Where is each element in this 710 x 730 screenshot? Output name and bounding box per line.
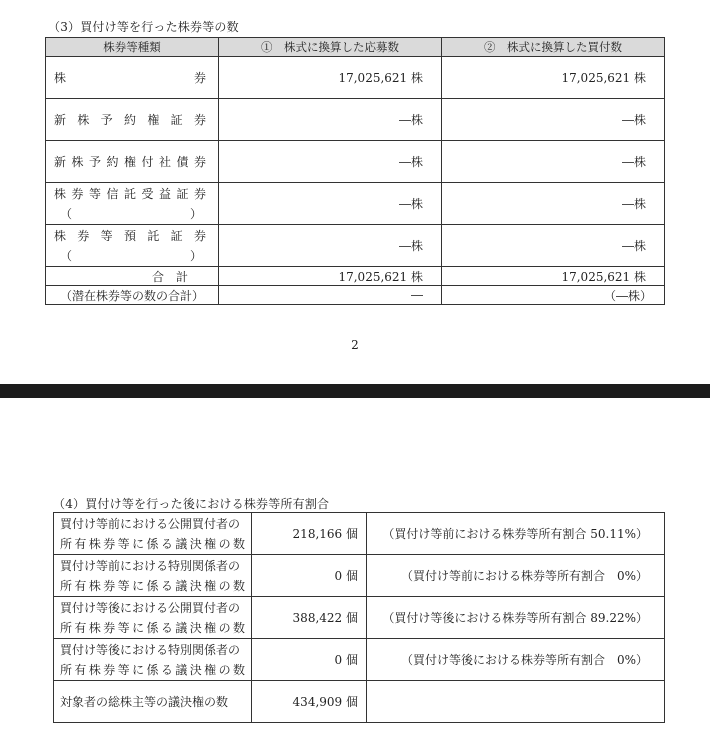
- row-label-line-2: 所有株券等に係る議決権の数: [60, 578, 245, 593]
- ownership-ratio-note: （買付け等前における株券等所有割合 50.11%）: [367, 513, 665, 555]
- header-applied: ① 株式に換算した応募数: [219, 38, 442, 57]
- applied-count: ―株: [219, 225, 442, 267]
- row-label: [46, 183, 219, 225]
- table-row: [54, 681, 665, 723]
- voting-rights-count: 0 個: [252, 555, 367, 597]
- applied-count: ―株: [219, 141, 442, 183]
- row-label: [54, 597, 252, 639]
- table-header-row: [46, 38, 665, 57]
- purchased-count: ―株: [442, 183, 665, 225]
- row-label-text: 株券等預託証券: [54, 228, 206, 243]
- paren-open: （: [60, 206, 73, 221]
- row-label: [54, 681, 252, 723]
- shares-purchased-table: [45, 37, 665, 305]
- voting-rights-count: 434,909 個: [252, 681, 367, 723]
- applied-count: 17,025,621 株: [219, 57, 442, 99]
- header-share-type: 株券等種類: [46, 38, 219, 57]
- row-label-line-2: 所有株券等に係る議決権の数: [60, 620, 245, 635]
- page-number: 2: [351, 338, 359, 352]
- section-3-heading: （3）買付け等を行った株券等の数: [48, 20, 239, 34]
- table-row: [46, 57, 665, 99]
- table-row: [46, 225, 665, 267]
- voting-rights-count: 388,422 個: [252, 597, 367, 639]
- row-label-paren: [54, 204, 206, 224]
- total-purchased: 17,025,621 株: [442, 267, 665, 286]
- ownership-ratio-note: [367, 681, 665, 723]
- purchased-count: ―株: [442, 99, 665, 141]
- row-label-line-1: 買付け等前における公開買付者の: [60, 516, 241, 531]
- row-label-paren: [54, 246, 206, 266]
- row-label: [46, 225, 219, 267]
- row-label-line-2: 所有株券等に係る議決権の数: [60, 662, 245, 677]
- ownership-ratio-note: （買付け等前における株券等所有割合 0%）: [367, 555, 665, 597]
- row-label-line-1: 買付け等前における特別関係者の: [60, 558, 241, 573]
- ownership-ratio-note: （買付け等後における株券等所有割合 0%）: [367, 639, 665, 681]
- page-divider: [0, 384, 710, 398]
- total-label: 合 計: [46, 267, 219, 286]
- total-row: [46, 267, 665, 286]
- purchased-count: ―株: [442, 225, 665, 267]
- applied-count: ―株: [219, 99, 442, 141]
- section-4-heading: （4）買付け等を行った後における株券等所有割合: [53, 497, 330, 511]
- voting-rights-count: 218,166 個: [252, 513, 367, 555]
- table-row: [54, 597, 665, 639]
- table-row: [46, 99, 665, 141]
- purchased-count: 17,025,621 株: [442, 57, 665, 99]
- paren-close: ）: [189, 206, 202, 221]
- document-page-2: [0, 398, 710, 730]
- row-label-text: 株券等信託受益証券: [54, 186, 206, 201]
- row-label-line-2: 所有株券等に係る議決権の数: [60, 536, 245, 551]
- table-row: [46, 183, 665, 225]
- potential-label: （潜在株券等の数の合計）: [46, 286, 219, 305]
- row-label: [54, 555, 252, 597]
- paren-close: ）: [189, 248, 202, 263]
- table-row: [54, 639, 665, 681]
- paren-open: （: [60, 248, 73, 263]
- potential-row: [46, 286, 665, 305]
- ownership-ratio-table: [53, 512, 665, 723]
- row-label: [54, 513, 252, 555]
- purchased-count: ―株: [442, 141, 665, 183]
- voting-rights-count: 0 個: [252, 639, 367, 681]
- total-applied: 17,025,621 株: [219, 267, 442, 286]
- row-label: [54, 639, 252, 681]
- table-row: [46, 141, 665, 183]
- applied-count: ―株: [219, 183, 442, 225]
- potential-purchased: （―株）: [442, 286, 665, 305]
- ownership-ratio-note: （買付け等後における株券等所有割合 89.22%）: [367, 597, 665, 639]
- header-purchased: ② 株式に換算した買付数: [442, 38, 665, 57]
- table-row: [54, 555, 665, 597]
- row-label-line-1: 買付け等後における公開買付者の: [60, 600, 241, 615]
- row-label-line-1: 対象者の総株主等の議決権の数: [60, 694, 229, 709]
- row-label-line-1: 買付け等後における特別関係者の: [60, 642, 241, 657]
- potential-applied: ―: [219, 286, 442, 305]
- row-label: 新株予約権付社債券: [46, 141, 219, 183]
- row-label: 新株予約権証券: [46, 99, 219, 141]
- table-row: [54, 513, 665, 555]
- row-label: 株 券: [46, 57, 219, 99]
